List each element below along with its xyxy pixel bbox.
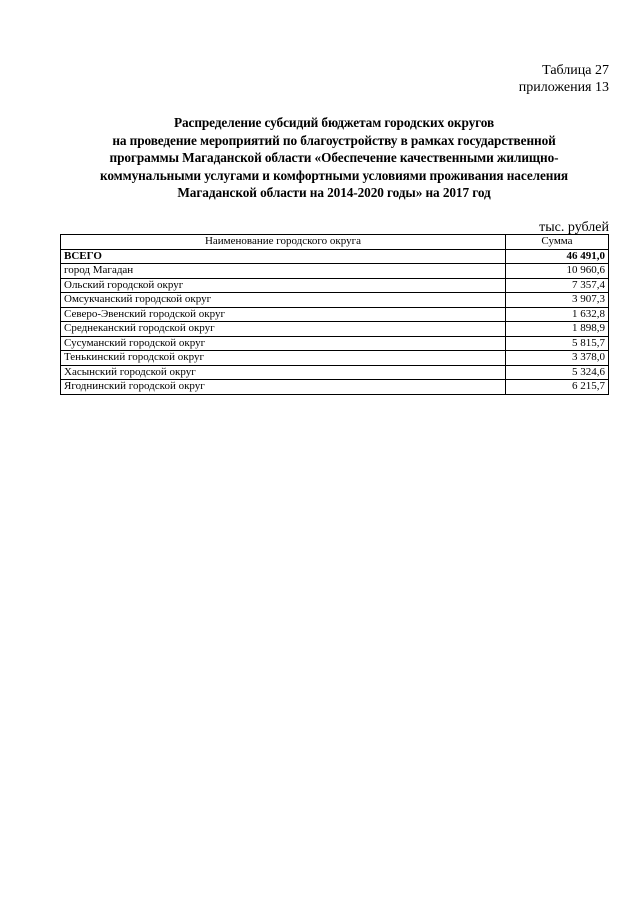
table-row xyxy=(61,264,609,279)
district-amount: 6 215,7 xyxy=(506,380,609,395)
district-name: Ольский городской округ xyxy=(61,278,506,293)
district-amount: 10 960,6 xyxy=(506,264,609,279)
title-line: коммунальными услугами и комфортными условиями проживания населения xyxy=(99,167,569,183)
title-line: Распределение субсидий бюджетам городских округов xyxy=(173,115,495,130)
title-line: Магаданской области на 2014-2020 годы» на 2017 год xyxy=(177,185,491,200)
subsidy-table xyxy=(60,234,609,395)
district-amount: 1 898,9 xyxy=(506,322,609,337)
total-amount: 46 491,0 xyxy=(506,249,609,264)
annex-appendix-number: приложения 13 xyxy=(518,80,609,95)
table-row xyxy=(61,278,609,293)
units-label: тыс. рублей xyxy=(539,220,609,235)
district-amount: 5 815,7 xyxy=(506,336,609,351)
column-header-district: Наименование городского округа xyxy=(61,235,506,250)
district-name: Тенькинский городской округ xyxy=(61,351,506,366)
annex-table-number: Таблица 27 xyxy=(542,63,609,78)
district-amount: 5 324,6 xyxy=(506,365,609,380)
district-name: Северо-Эвенский городской округ xyxy=(61,307,506,322)
table-row xyxy=(61,322,609,337)
district-name: Сусуманский городской округ xyxy=(61,336,506,351)
district-name: Среднеканский городской округ xyxy=(61,322,506,337)
table-row xyxy=(61,293,609,308)
table-header-row xyxy=(61,235,609,250)
total-row xyxy=(61,249,609,264)
district-name: Омсукчанский городской округ xyxy=(61,293,506,308)
total-label: ВСЕГО xyxy=(61,249,506,264)
district-name: Хасынский городской округ xyxy=(61,365,506,380)
district-amount: 7 357,4 xyxy=(506,278,609,293)
district-amount: 3 907,3 xyxy=(506,293,609,308)
district-name: Ягоднинский городской округ xyxy=(61,380,506,395)
table-row xyxy=(61,307,609,322)
title-line: на проведение мероприятий по благоустройству в рамках государственной xyxy=(112,132,556,148)
table-row xyxy=(61,351,609,366)
table-row xyxy=(61,336,609,351)
title-line: программы Магаданской области «Обеспечение качественными жилищно- xyxy=(109,150,559,165)
district-amount: 3 378,0 xyxy=(506,351,609,366)
district-amount: 1 632,8 xyxy=(506,307,609,322)
table-row xyxy=(61,380,609,395)
district-name: город Магадан xyxy=(61,264,506,279)
table-row xyxy=(61,365,609,380)
annex-reference xyxy=(519,62,609,96)
document-title xyxy=(58,114,610,202)
column-header-amount: Сумма xyxy=(506,235,609,250)
